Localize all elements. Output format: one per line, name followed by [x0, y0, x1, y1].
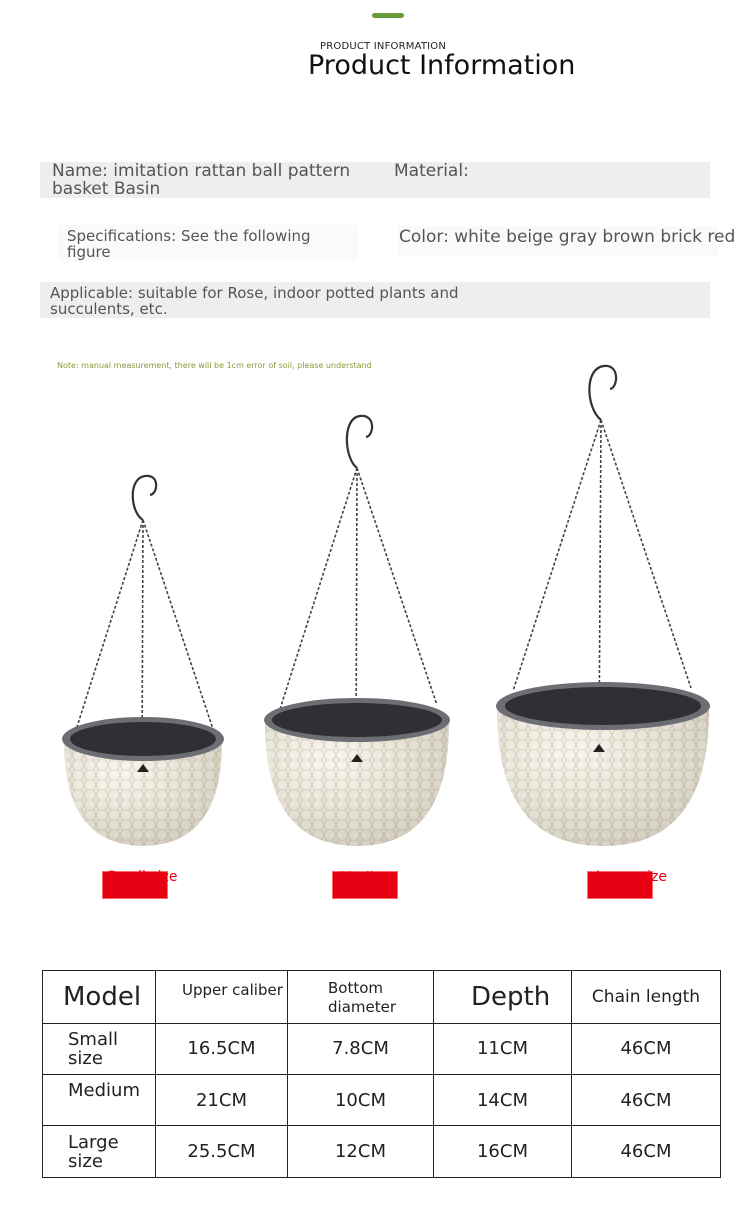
product-applicable: Applicable: suitable for Rose, indoor potted plants and succulents, etc. [50, 284, 459, 318]
table-row [43, 1126, 721, 1178]
section-caption: PRODUCT INFORMATION [320, 41, 447, 52]
cell-chain-length: 46CM [572, 1074, 721, 1125]
cell-upper-caliber: 21CM [156, 1074, 288, 1125]
table-header-row [43, 971, 721, 1024]
cell-upper-caliber: 16.5CM [156, 1023, 288, 1074]
table-header-depth: Depth [434, 971, 572, 1024]
product-name: Name: imitation rattan ball pattern basket Basin [52, 161, 351, 199]
cell-bottom-diameter: 12CM [288, 1126, 434, 1178]
cell-bottom-diameter: 7.8CM [288, 1023, 434, 1074]
page-title: Product Information [308, 50, 576, 81]
medium-planter [264, 416, 450, 846]
size-spec-table [42, 970, 721, 1178]
table-row [43, 1023, 721, 1074]
size-label-large: Large size [596, 869, 667, 885]
product-material: Material: [394, 161, 469, 181]
measurement-note: Note: manual measurement, there will be 1cm error of soil, please understand [57, 361, 372, 370]
row-model-small: Small size [43, 1023, 156, 1074]
table-row [43, 1074, 721, 1125]
table-header-bottom-diameter: Bottom diameter [288, 971, 434, 1024]
cell-chain-length: 46CM [572, 1126, 721, 1178]
table-header-model: Model [43, 971, 156, 1024]
cell-upper-caliber: 25.5CM [156, 1126, 288, 1178]
product-color: Color: white beige gray brown brick red [399, 227, 736, 247]
product-specifications: Specifications: See the following figure [67, 227, 311, 261]
cell-depth: 14CM [434, 1074, 572, 1125]
planter-illustration [0, 360, 750, 860]
cell-chain-length: 46CM [572, 1023, 721, 1074]
table-header-chain-length: Chain length [572, 971, 721, 1024]
size-label-small: Small size [107, 869, 178, 885]
cell-depth: 16CM [434, 1126, 572, 1178]
row-model-medium: Medium [43, 1074, 156, 1125]
row-model-large: Large size [43, 1126, 156, 1178]
cell-bottom-diameter: 10CM [288, 1074, 434, 1125]
table-header-upper-caliber: Upper caliber [156, 971, 288, 1024]
large-planter [496, 366, 710, 846]
size-label-medium: Medium [340, 870, 396, 886]
cell-depth: 11CM [434, 1023, 572, 1074]
small-planter [62, 476, 224, 846]
accent-bar [372, 13, 404, 18]
